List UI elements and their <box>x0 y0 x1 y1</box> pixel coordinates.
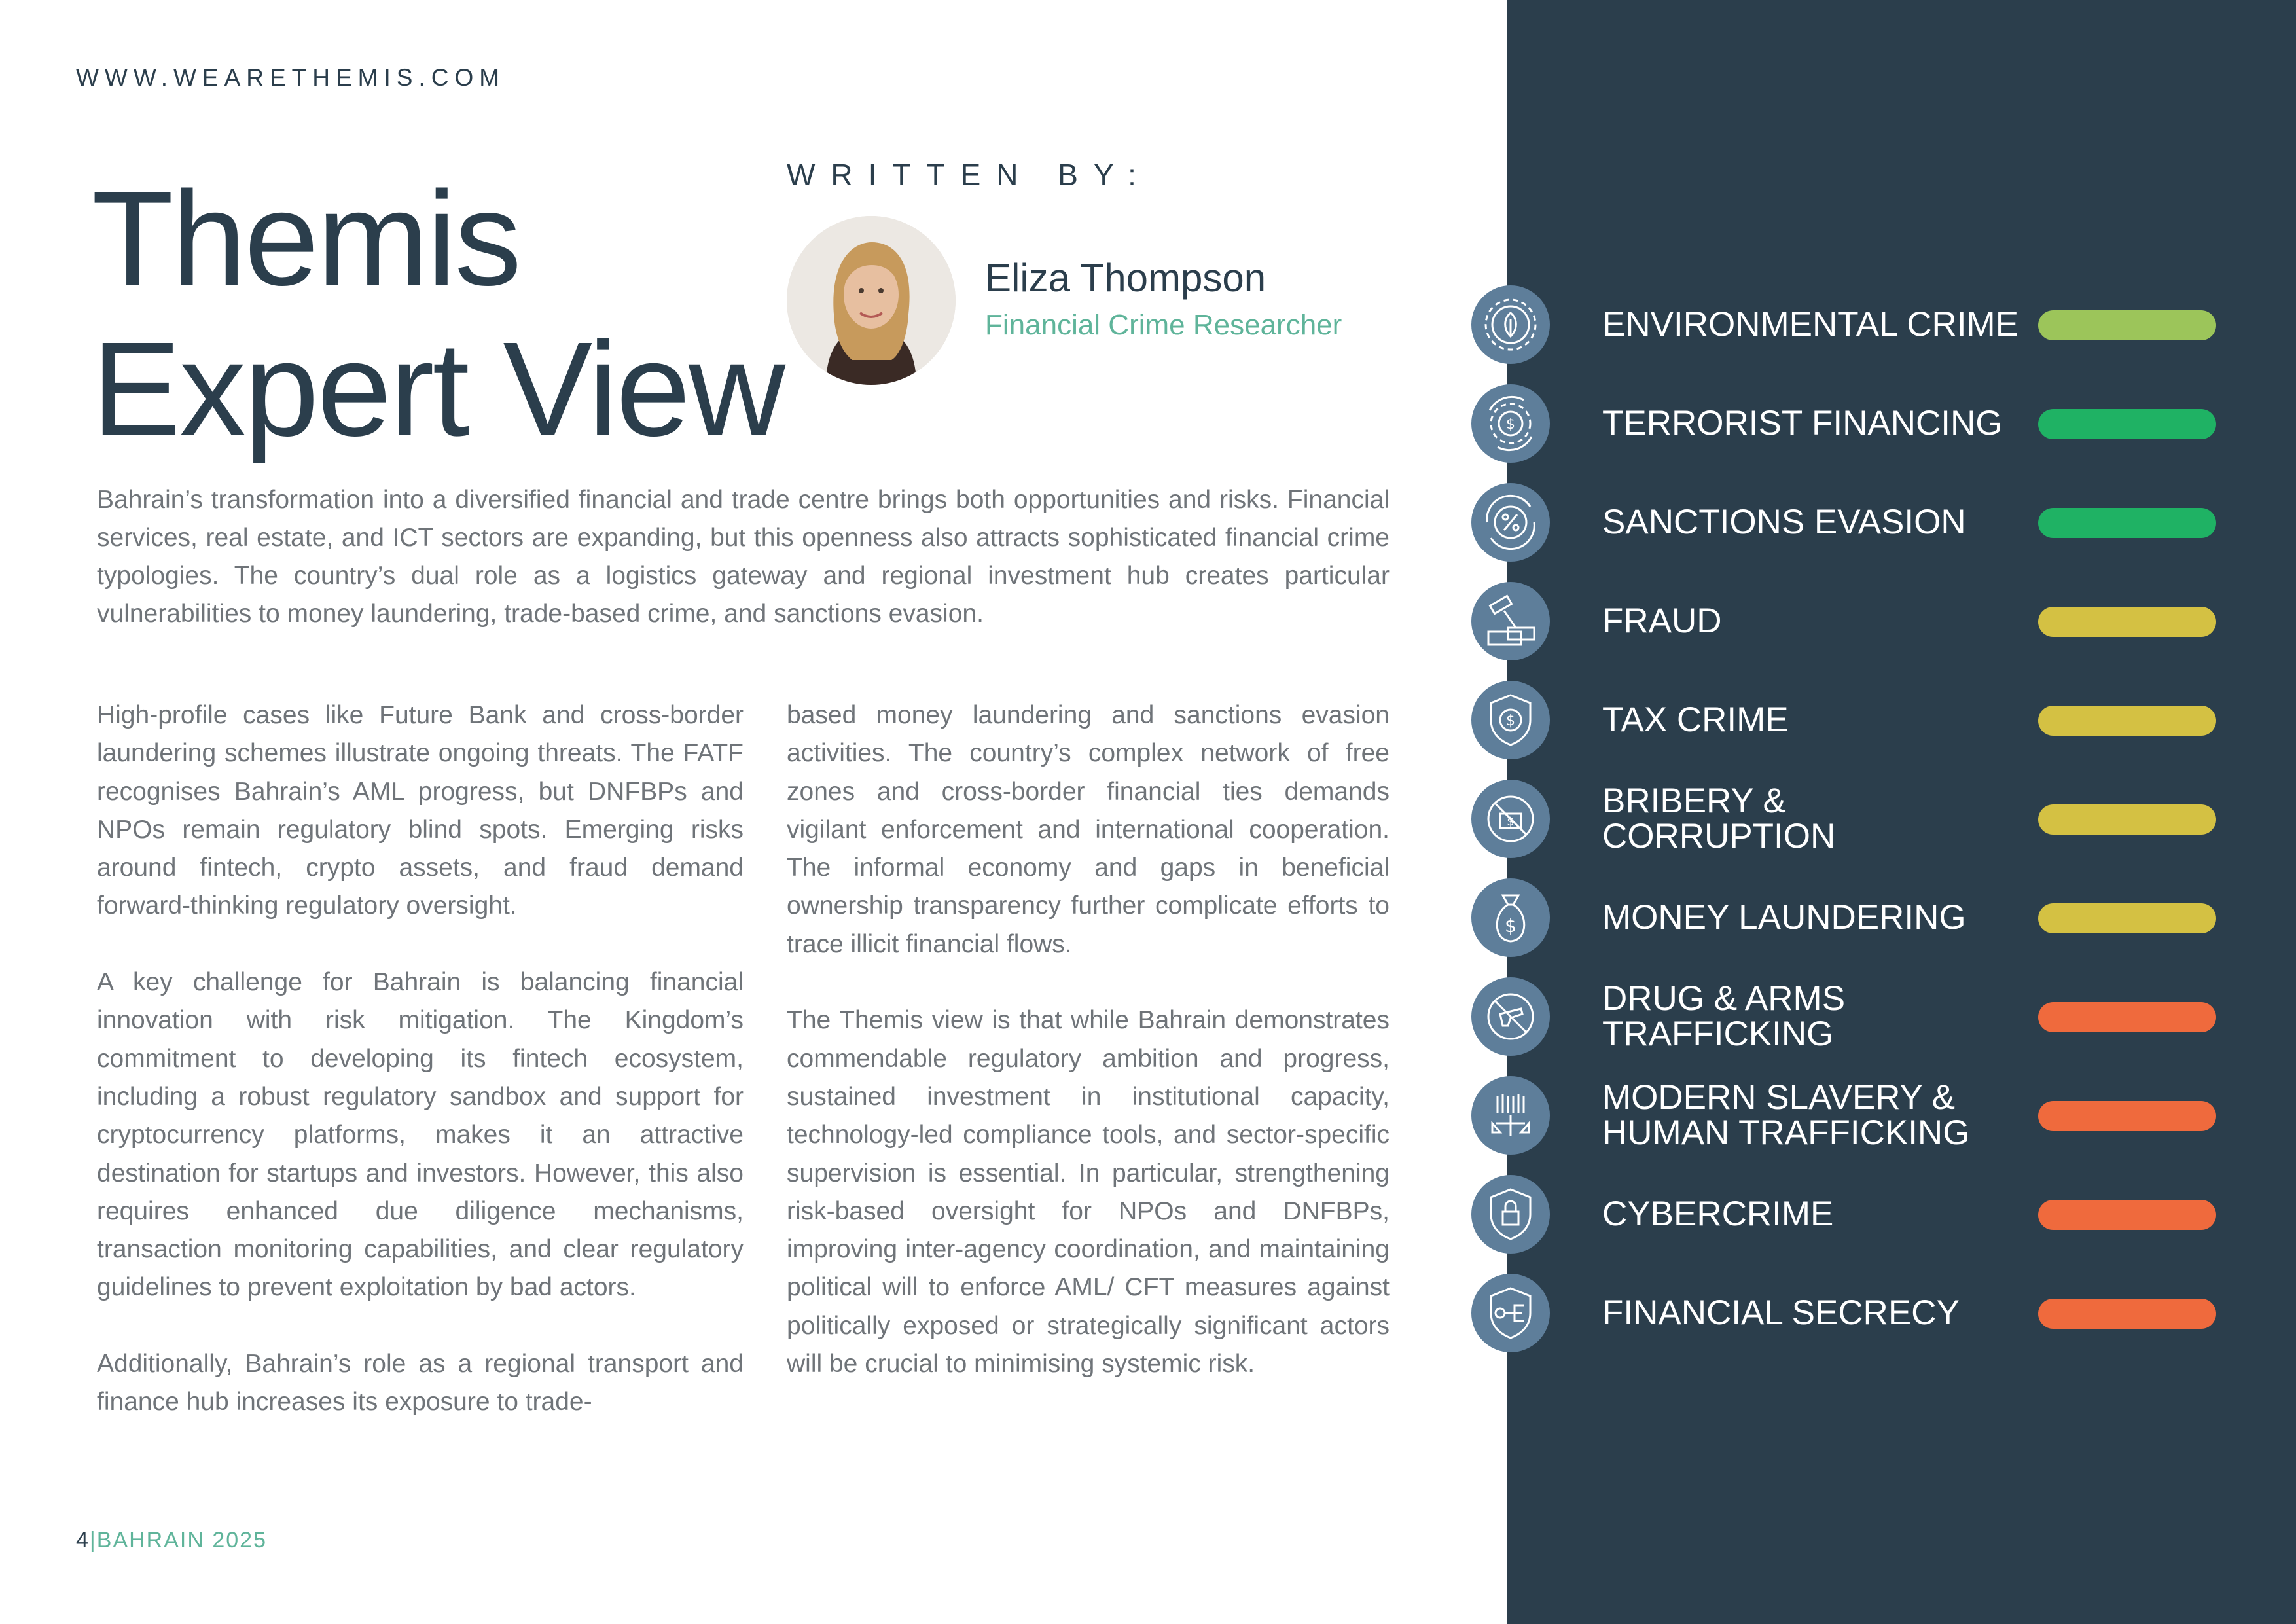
page-title <box>92 164 798 465</box>
risk-row-bribery-corruption <box>1471 780 2217 858</box>
shield-lock-icon <box>1471 1175 1550 1254</box>
risk-level-bar <box>2038 409 2216 439</box>
risk-label: SANCTIONS EVASION <box>1602 503 1966 541</box>
written-by-label: WRITTEN BY: <box>787 158 1152 192</box>
percent-cycle-icon <box>1471 483 1550 562</box>
page-title-line-1: Themis <box>92 164 520 314</box>
no-bribe-icon <box>1471 780 1550 858</box>
shield-circuit-icon <box>1471 1274 1550 1352</box>
author-portrait-image <box>787 216 956 385</box>
author-avatar <box>787 216 956 385</box>
risk-level-bar <box>2038 607 2216 637</box>
svg-text:$: $ <box>1506 416 1515 433</box>
risk-level-bar <box>2038 706 2216 736</box>
risk-level-bar <box>2038 1299 2216 1329</box>
svg-text:$: $ <box>1506 713 1515 729</box>
risk-level-bar <box>2038 1200 2216 1230</box>
risk-row-drug-arms-trafficking <box>1471 977 2217 1056</box>
page-title-line-2: Expert View <box>92 314 784 464</box>
risk-label: FINANCIAL SECRECY <box>1602 1293 1960 1332</box>
risk-row-money-laundering <box>1471 878 2217 957</box>
page-number: 4 <box>76 1528 90 1553</box>
risk-row-tax-crime <box>1471 681 2217 759</box>
footer-label: BAHRAIN 2025 <box>96 1528 267 1553</box>
shield-dollar-icon <box>1471 681 1550 759</box>
body-column-left <box>97 696 744 1460</box>
risk-row-sanctions-evasion <box>1471 483 2217 562</box>
risk-label: CYBERCRIME <box>1602 1195 1834 1233</box>
risk-label: MODERN SLAVERY & HUMAN TRAFFICKING <box>1602 1078 1970 1152</box>
risk-level-bar <box>2038 1002 2216 1032</box>
risk-row-environmental-crime <box>1471 285 2217 364</box>
website-url[interactable]: WWW.WEARETHEMIS.COM <box>76 64 506 91</box>
author-name: Eliza Thompson <box>985 256 1266 300</box>
body-paragraph: based money laundering and sanctions evasion activities. The country’s complex network of free zones and cross-border financial ties demands vigilant enforcement and international cooperation. The informal economy and gaps in beneficial ownership transparency further complicate efforts to trace illicit financial flows. <box>787 701 1390 958</box>
risk-row-financial-secrecy <box>1471 1274 2217 1352</box>
risk-label: MONEY LAUNDERING <box>1602 898 1966 937</box>
risk-label: BRIBERY & CORRUPTION <box>1602 782 1836 856</box>
risk-level-bar <box>2038 903 2216 933</box>
intro-paragraph: Bahrain’s transformation into a diversified financial and trade centre brings both opportunities and risks. Financial services, real estate, and ICT sectors are expanding, but this openness also attracts sophisticated financial crime typologies. The country’s dual role as a logistics gateway and regional investment hub creates particular vulnerabilities to money laundering, trade-based crime, and sanctions evasion. <box>97 486 1390 628</box>
risk-row-modern-slavery <box>1471 1076 2217 1155</box>
page-footer <box>76 1528 267 1553</box>
body-paragraph: High-profile cases like Future Bank and cross-border laundering schemes illustrate ongoing threats. The FATF recognises Bahrain’s AML progress, but DNFBPs and NPOs remain regulatory blind spots. Emerging risks around fintech, crypto assets, and fraud demand forward-thinking regulatory oversight. <box>97 701 744 920</box>
author-role: Financial Crime Researcher <box>985 309 1342 341</box>
money-bag-icon <box>1471 878 1550 957</box>
risk-row-fraud <box>1471 582 2217 660</box>
footer-separator: | <box>89 1528 97 1553</box>
chained-hands-icon <box>1471 1076 1550 1155</box>
body-paragraph: Additionally, Bahrain’s role as a regional transport and finance hub increases its exposure to trade- <box>97 1350 744 1416</box>
svg-text:$: $ <box>1505 915 1516 937</box>
risk-label: ENVIRONMENTAL CRIME <box>1602 305 2019 344</box>
risk-label: TAX CRIME <box>1602 700 1789 739</box>
risk-level-bar <box>2038 310 2216 340</box>
risk-row-terrorist-financing <box>1471 384 2217 463</box>
risk-level-bar <box>2038 804 2216 835</box>
risk-label: TERRORIST FINANCING <box>1602 404 2003 442</box>
gear-dollar-icon <box>1471 384 1550 463</box>
svg-text:$: $ <box>1507 815 1515 829</box>
no-drugs-arms-icon <box>1471 977 1550 1056</box>
gavel-money-icon <box>1471 582 1550 660</box>
risk-row-cybercrime <box>1471 1175 2217 1254</box>
risk-level-bar <box>2038 508 2216 538</box>
body-column-right <box>787 696 1390 1422</box>
risk-label: FRAUD <box>1602 602 1722 640</box>
risk-label: DRUG & ARMS TRAFFICKING <box>1602 979 1846 1053</box>
body-paragraph: The Themis view is that while Bahrain demonstrates commendable regulatory ambition and progress, sustained investment in institutional capacity, technology-led compliance tools, and sector-specific supervision is essential. In particular, strengthening risk-based oversight for NPOs and DNFBPs, improving inter-agency coordination, and maintaining political will to enforce AML/ CFT measures against politically exposed or strategically significant actors will be crucial to minimising systemic risk. <box>787 1006 1390 1379</box>
gear-leaf-icon <box>1471 285 1550 364</box>
risk-level-bar <box>2038 1101 2216 1131</box>
body-paragraph: A key challenge for Bahrain is balancing financial innovation with risk mitigation. The Kingdom’s commitment to developing its fintech ecosystem, including a robust regulatory sandbox and support for cryptocurrency platforms, makes it an attractive destination for startups and investors. However, this also requires enhanced due diligence mechanisms, transaction monitoring capabilities, and clear regulatory guidelines to prevent exploitation by bad actors. <box>97 968 744 1302</box>
